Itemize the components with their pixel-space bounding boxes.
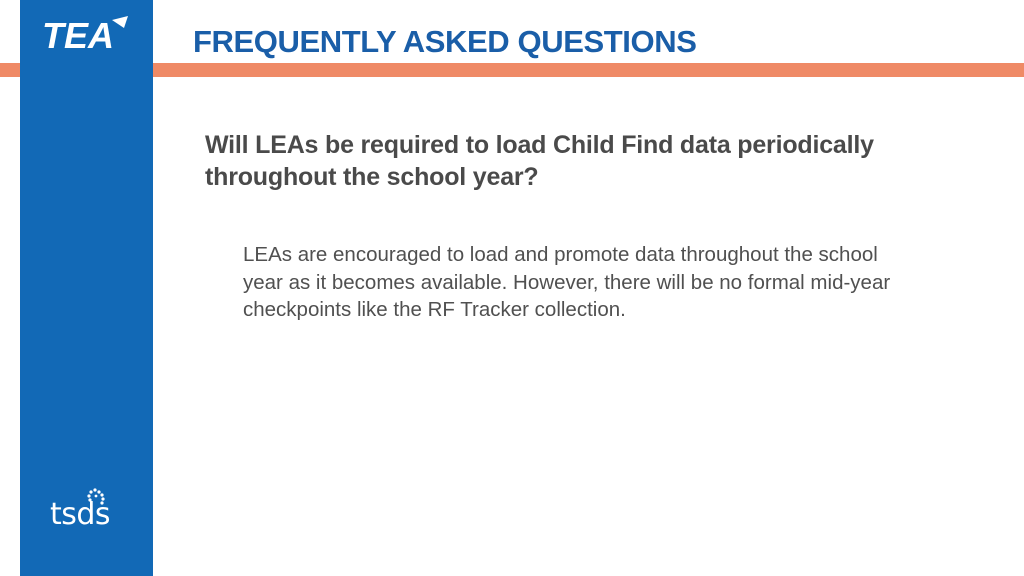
tea-logo-star-icon xyxy=(112,16,128,28)
page-title: FREQUENTLY ASKED QUESTIONS xyxy=(193,24,697,59)
tea-logo xyxy=(40,14,135,56)
tsds-logo-text: tsds xyxy=(50,497,111,532)
faq-answer: LEAs are encouraged to load and promote data throughout the school year as it becomes available. However, there will be no formal mid-year checkpoints like the RF Tracker collection. xyxy=(243,243,891,321)
tea-logo-text: TEA xyxy=(42,15,114,56)
accent-bar xyxy=(0,63,1024,77)
faq-question: Will LEAs be required to load Child Find data periodically throughout the school year? xyxy=(205,131,874,191)
